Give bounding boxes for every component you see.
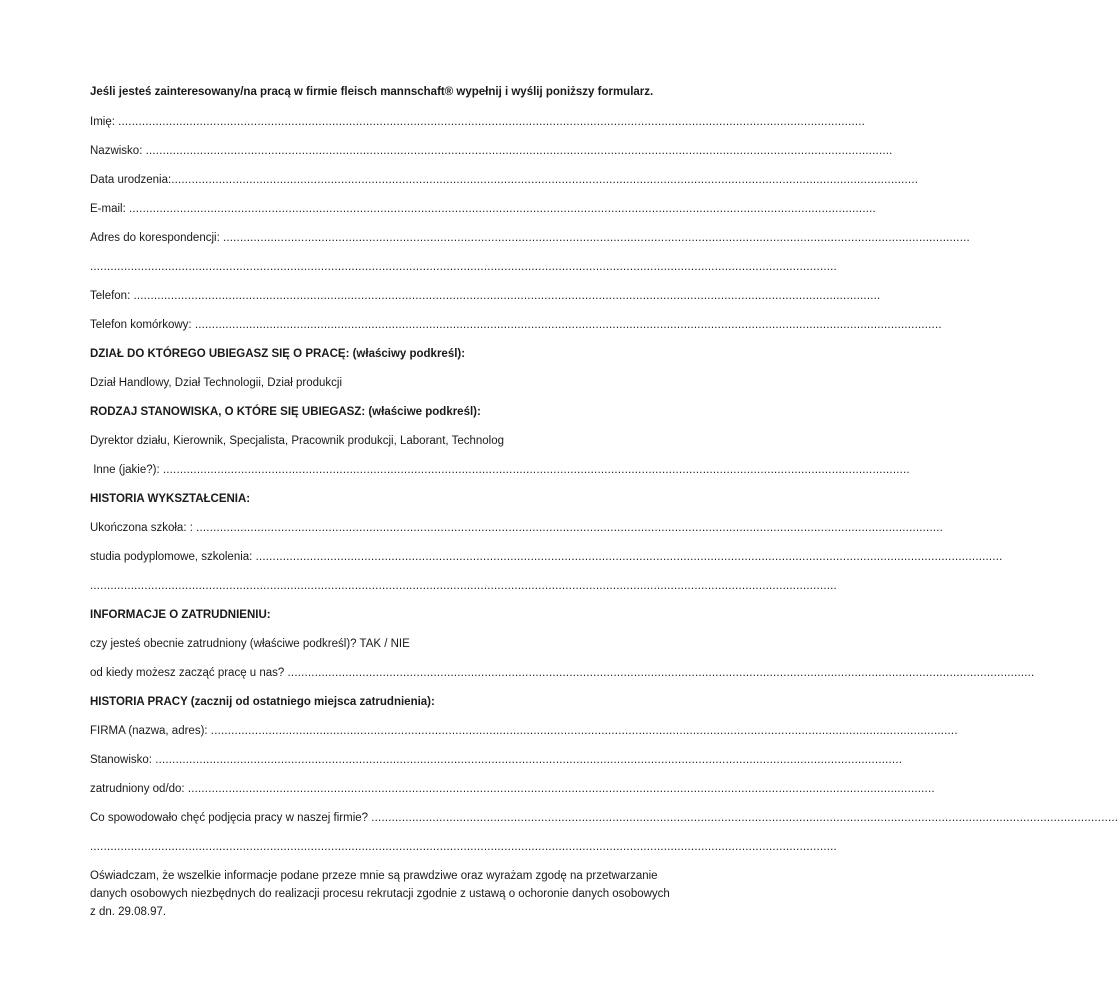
field-szkola[interactable]	[90, 521, 944, 535]
field-co-spowodowalo-blank[interactable]: ............................................................................................................................................................................................................................	[371, 812, 1118, 824]
field-imie[interactable]	[90, 115, 866, 129]
zatrudnienie-question[interactable]: czy jesteś obecnie zatrudniony (właściwe podkreśl)? TAK / NIE	[90, 638, 410, 650]
field-co-spowodowalo-label: Co spowodowało chęć podjęcia pracy w naszej firmie?	[90, 812, 372, 824]
field-zatrudniony-label: zatrudniony od/do:	[90, 783, 188, 795]
field-telefon-komorkowy-label: Telefon komórkowy:	[90, 319, 195, 331]
field-telefon-label: Telefon:	[90, 290, 134, 302]
field-email[interactable]	[90, 202, 876, 216]
field-stanowisko-blank[interactable]: ............................................................................................................................................................................................................................	[155, 754, 903, 766]
field-inne-label: Inne (jakie?):	[90, 464, 163, 476]
form-intro: Jeśli jesteś zainteresowany/na pracą w firmie fleisch mannschaft® wypełnij i wyślij poniższy formularz.	[90, 86, 654, 98]
field-studia-blank[interactable]: ............................................................................................................................................................................................................................	[255, 551, 1003, 563]
field-inne-blank[interactable]: ............................................................................................................................................................................................................................	[162, 464, 910, 476]
field-adres-label: Adres do korespondencji:	[90, 232, 223, 244]
field-email-label: E-mail:	[90, 203, 129, 215]
field-od-kiedy-label: od kiedy możesz zacząć pracę u nas?	[90, 667, 288, 679]
field-nazwisko-label: Nazwisko:	[90, 145, 146, 157]
field-data-urodzenia[interactable]	[90, 173, 919, 187]
section-zatrudnienie-heading: INFORMACJE O ZATRUDNIENIU:	[90, 609, 271, 621]
field-adres[interactable]	[90, 231, 970, 245]
field-imie-blank[interactable]: ............................................................................................................................................................................................................................	[118, 116, 866, 128]
section-dzial-heading: DZIAŁ DO KTÓREGO UBIEGASZ SIĘ O PRACĘ: (właściwy podkreśl):	[90, 348, 466, 360]
field-stanowisko-label: Stanowisko:	[90, 754, 156, 766]
field-firma[interactable]	[90, 724, 958, 738]
field-data-urodzenia-label: Data urodzenia:	[90, 174, 172, 186]
field-co-spowodowalo-blank-2[interactable]: ............................................................................................................................................................................................................................	[90, 841, 837, 853]
section-wyksztalcenie-heading: HISTORIA WYKSZTAŁCENIA:	[90, 493, 251, 505]
field-stanowisko[interactable]	[90, 753, 903, 767]
field-od-kiedy-blank[interactable]: ............................................................................................................................................................................................................................	[287, 667, 1035, 679]
field-adres-continued[interactable]	[90, 260, 837, 274]
field-inne[interactable]	[90, 463, 910, 477]
field-imie-label: Imię:	[90, 116, 119, 128]
field-adres-blank-2[interactable]: ............................................................................................................................................................................................................................	[90, 261, 837, 273]
field-nazwisko[interactable]	[90, 144, 893, 158]
field-telefon-blank[interactable]: ............................................................................................................................................................................................................................	[133, 290, 881, 302]
field-firma-label: FIRMA (nazwa, adres):	[90, 725, 211, 737]
field-studia[interactable]	[90, 550, 1003, 564]
field-szkola-label: Ukończona szkoła: :	[90, 522, 197, 534]
field-adres-blank[interactable]: ............................................................................................................................................................................................................................	[222, 232, 970, 244]
section-stanowisko-heading: RODZAJ STANOWISKA, O KTÓRE SIĘ UBIEGASZ: (właściwe podkreśl):	[90, 406, 481, 418]
dzial-options[interactable]: Dział Handlowy, Dział Technologii, Dział produkcji	[90, 377, 343, 389]
field-nazwisko-blank[interactable]: ............................................................................................................................................................................................................................	[145, 145, 893, 157]
field-telefon-komorkowy[interactable]	[90, 318, 942, 332]
field-telefon-komorkowy-blank[interactable]: ............................................................................................................................................................................................................................	[194, 319, 942, 331]
section-praca-heading: HISTORIA PRACY (zacznij od ostatniego miejsca zatrudnienia):	[90, 696, 435, 708]
field-studia-label: studia podyplomowe, szkolenia:	[90, 551, 256, 563]
field-telefon[interactable]	[90, 289, 881, 303]
field-od-kiedy[interactable]	[90, 666, 1035, 680]
consent-statement: Oświadczam, że wszelkie informacje podane przeze mnie są prawdziwe oraz wyrażam zgodę na przetwarzanie danych osobowych niezbędnych do realizacji procesu rekrutacji zgodnie z ustawą o ochoronie danych osobowych z dn. 29.08.97.	[90, 870, 670, 918]
field-data-urodzenia-blank[interactable]: ............................................................................................................................................................................................................................	[171, 174, 919, 186]
field-studia-continued[interactable]	[90, 579, 837, 593]
field-co-spowodowalo[interactable]	[90, 811, 1118, 825]
field-email-blank[interactable]: ............................................................................................................................................................................................................................	[128, 203, 876, 215]
field-zatrudniony-blank[interactable]: ............................................................................................................................................................................................................................	[187, 783, 935, 795]
field-co-spowodowalo-continued[interactable]	[90, 840, 837, 854]
field-firma-blank[interactable]: ............................................................................................................................................................................................................................	[210, 725, 958, 737]
field-studia-blank-2[interactable]: ............................................................................................................................................................................................................................	[90, 580, 837, 592]
stanowisko-options[interactable]: Dyrektor działu, Kierownik, Specjalista, Pracownik produkcji, Laborant, Technolog	[90, 435, 504, 447]
field-szkola-blank[interactable]: ............................................................................................................................................................................................................................	[196, 522, 944, 534]
field-zatrudniony[interactable]	[90, 782, 935, 796]
